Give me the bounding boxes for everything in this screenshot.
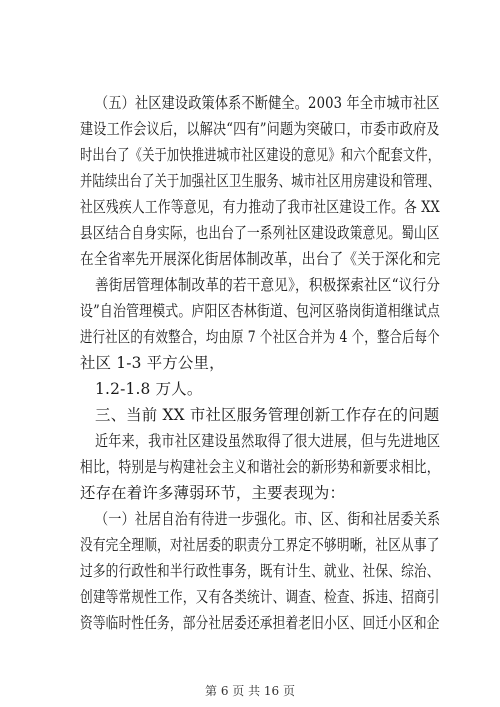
- text-line: 在全省率先开展深化街居体制改革，出台了《关于深化和完: [80, 250, 441, 268]
- text-line: 进行社区的有效整合，均由原 7 个社区合并为 4 个，整合后每个: [80, 328, 440, 346]
- text-line: 过多的行政性和半行政性事务，既有计生、就业、社保、综治、: [80, 562, 440, 580]
- page-number-footer: 第 6 页 共 16 页: [205, 684, 295, 698]
- text-line: 并陆续出台了关于加强社区卫生服务、城市社区用房建设和管理、: [80, 172, 441, 190]
- text-line: 资等临时性任务，部分社居委还承担着老旧小区、回迁小区和企: [80, 614, 440, 632]
- text-line: （一）社居自治有待进一步强化。市、区、街和社居委关系: [95, 510, 441, 528]
- text-line: 没有完全理顺，对社居委的职责分工界定不够明晰，社区从事了: [80, 536, 440, 554]
- text-line: 创建等常规性工作，又有各类统计、调查、检查、拆违、招商引: [80, 588, 440, 606]
- text-line: 建设工作会议后，以解决“四有”问题为突破口，市委市政府及: [80, 120, 440, 138]
- text-line: 还存在着许多薄弱环节，主要表现为：: [80, 484, 346, 502]
- text-line: 社区残疾人工作等意见，有力推动了我市社区建设工作。各 XX: [80, 198, 440, 216]
- text-line: 1.2-1.8 万人。: [95, 380, 203, 398]
- text-line: 社区 1-3 平方公里，: [80, 354, 225, 372]
- text-line: （五）社区建设政策体系不断健全。2003 年全市城市社区: [95, 94, 440, 112]
- text-line: 县区结合自身实际，也出台了一系列社区建设政策意见。蜀山区: [80, 224, 440, 242]
- text-line: 相比，特别是与构建社会主义和谐社会的新形势和新要求相比，: [80, 458, 440, 476]
- text-line: 善街居管理体制改革的若干意见》，积极探索社区“议行分: [95, 276, 441, 294]
- text-line: 近年来，我市社区建设虽然取得了很大进展，但与先进地区: [95, 432, 441, 450]
- text-line: 时出台了《关于加快推进城市社区建设的意见》和六个配套文件，: [80, 146, 441, 164]
- text-line: 设”自治管理模式。庐阳区杏林街道、包河区骆岗街道相继试点: [80, 302, 441, 320]
- section-heading: 三、当前 XX 市社区服务管理创新工作存在的问题: [95, 406, 440, 424]
